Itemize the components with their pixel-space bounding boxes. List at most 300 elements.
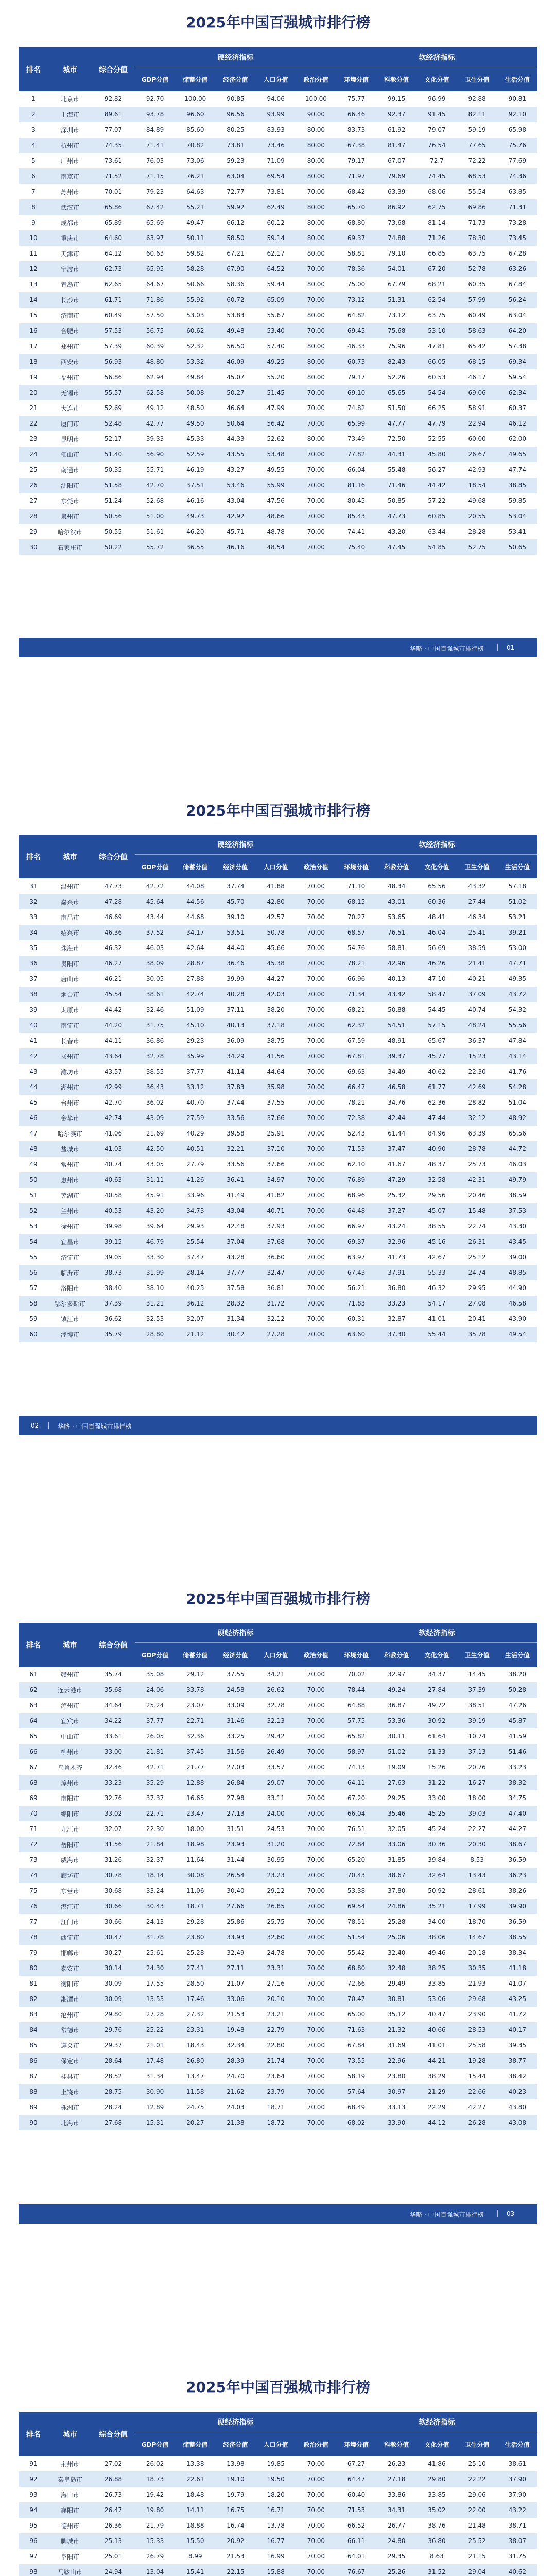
politics-cell: 70.00 — [296, 400, 336, 416]
table-row — [19, 1667, 537, 1682]
environment-cell: 70.02 — [336, 1667, 376, 1682]
culture-cell: 30.36 — [416, 1837, 457, 1852]
environment-cell: 65.82 — [336, 1728, 376, 1744]
rank-cell: 60 — [19, 1327, 48, 1342]
politics-cell: 80.00 — [296, 138, 336, 153]
living-cell: 53.04 — [497, 509, 537, 524]
city-cell: 东营市 — [48, 1883, 92, 1899]
culture-cell: 27.84 — [416, 1682, 457, 1698]
population-cell: 21.74 — [256, 2053, 296, 2069]
environment-cell: 67.38 — [336, 138, 376, 153]
gdp-cell: 31.99 — [135, 1265, 175, 1280]
politics-cell: 70.00 — [296, 2487, 336, 2502]
politics-cell: 80.00 — [296, 153, 336, 168]
city-cell: 柳州市 — [48, 1744, 92, 1759]
culture-cell: 58.47 — [416, 987, 457, 1002]
page-number: 02 — [31, 1422, 39, 1429]
savings-cell: 18.00 — [175, 1821, 215, 1837]
health-cell: 42.31 — [457, 1172, 497, 1188]
savings-cell: 60.62 — [175, 323, 215, 338]
total-cell: 32.46 — [92, 1759, 135, 1775]
savings-cell: 24.75 — [175, 2099, 215, 2115]
city-cell: 大连市 — [48, 400, 92, 416]
politics-cell: 70.00 — [296, 1682, 336, 1698]
rank-cell: 79 — [19, 1945, 48, 1960]
savings-cell: 30.08 — [175, 1868, 215, 1883]
education-cell: 33.13 — [376, 2099, 416, 2115]
health-cell: 26.28 — [457, 2115, 497, 2130]
table-header — [19, 835, 537, 878]
economy-cell: 28.32 — [215, 1296, 255, 1311]
health-cell: 28.61 — [457, 1883, 497, 1899]
environment-cell: 71.10 — [336, 878, 376, 894]
table-row — [19, 1002, 537, 1018]
table-row — [19, 1744, 537, 1759]
environment-cell: 66.04 — [336, 1806, 376, 1821]
culture-cell: 49.72 — [416, 1698, 457, 1713]
rank-cell: 43 — [19, 1064, 48, 1079]
living-cell: 63.85 — [497, 184, 537, 199]
total-cell: 30.27 — [92, 1945, 135, 1960]
politics-cell: 70.00 — [296, 478, 336, 493]
living-cell: 63.04 — [497, 308, 537, 323]
savings-cell: 34.73 — [175, 1203, 215, 1218]
living-cell: 37.90 — [497, 2487, 537, 2502]
health-cell: 77.65 — [457, 138, 497, 153]
table-row — [19, 987, 537, 1002]
gdp-cell: 65.95 — [135, 261, 175, 277]
total-cell: 50.55 — [92, 524, 135, 539]
culture-cell: 44.42 — [416, 478, 457, 493]
living-cell: 53.21 — [497, 909, 537, 925]
rank-cell: 83 — [19, 2007, 48, 2022]
education-cell: 36.80 — [376, 1280, 416, 1296]
rank-cell: 40 — [19, 1018, 48, 1033]
living-cell: 73.28 — [497, 215, 537, 230]
economy-cell: 28.39 — [215, 2053, 255, 2069]
savings-cell: 44.08 — [175, 878, 215, 894]
total-cell: 92.82 — [92, 91, 135, 107]
table-row — [19, 153, 537, 168]
health-cell: 69.86 — [457, 199, 497, 215]
health-cell: 25.10 — [457, 2456, 497, 2471]
population-cell: 42.03 — [256, 987, 296, 1002]
environment-cell: 78.51 — [336, 1914, 376, 1929]
population-cell: 20.10 — [256, 1991, 296, 2007]
header-col: 经济分值 — [215, 1643, 255, 1667]
header-total: 综合分值 — [92, 47, 135, 91]
total-cell: 26.47 — [92, 2502, 135, 2518]
gdp-cell: 64.67 — [135, 277, 175, 292]
living-cell: 38.20 — [497, 1667, 537, 1682]
header-col: 人口分值 — [256, 855, 296, 879]
header-rank: 排名 — [19, 1623, 48, 1667]
education-cell: 47.29 — [376, 1172, 416, 1188]
environment-cell: 85.43 — [336, 509, 376, 524]
culture-cell: 84.96 — [416, 1126, 457, 1141]
savings-cell: 36.55 — [175, 539, 215, 555]
living-cell: 40.17 — [497, 2022, 537, 2038]
population-cell: 37.66 — [256, 1157, 296, 1172]
savings-cell: 32.07 — [175, 1311, 215, 1327]
culture-cell: 91.45 — [416, 107, 457, 122]
population-cell: 38.20 — [256, 1002, 296, 1018]
city-cell: 唐山市 — [48, 971, 92, 987]
table-row — [19, 354, 537, 369]
education-cell: 52.26 — [376, 369, 416, 385]
rank-cell: 14 — [19, 292, 48, 308]
total-cell: 30.66 — [92, 1899, 135, 1914]
politics-cell: 80.00 — [296, 308, 336, 323]
culture-cell: 60.85 — [416, 509, 457, 524]
education-cell: 47.77 — [376, 416, 416, 431]
economy-cell: 50.27 — [215, 385, 255, 400]
health-cell: 21.15 — [457, 2549, 497, 2564]
environment-cell: 52.43 — [336, 1126, 376, 1141]
living-cell: 41.18 — [497, 1960, 537, 1976]
economy-cell: 37.44 — [215, 1095, 255, 1110]
table-row — [19, 292, 537, 308]
city-cell: 上海市 — [48, 107, 92, 122]
rank-cell: 73 — [19, 1852, 48, 1868]
economy-cell: 63.04 — [215, 168, 255, 184]
city-cell: 连云港市 — [48, 1682, 92, 1698]
total-cell: 28.52 — [92, 2069, 135, 2084]
education-cell: 34.49 — [376, 1064, 416, 1079]
education-cell: 48.34 — [376, 878, 416, 894]
header-soft-group: 软经济指标 — [336, 2412, 537, 2432]
page-1 — [0, 0, 556, 773]
rank-cell: 89 — [19, 2099, 48, 2115]
gdp-cell: 21.01 — [135, 2038, 175, 2053]
living-cell: 49.65 — [497, 447, 537, 462]
economy-cell: 27.66 — [215, 1899, 255, 1914]
politics-cell: 70.00 — [296, 1991, 336, 2007]
population-cell: 37.10 — [256, 1141, 296, 1157]
living-cell: 67.84 — [497, 277, 537, 292]
politics-cell: 70.00 — [296, 2502, 336, 2518]
rank-cell: 97 — [19, 2549, 48, 2564]
living-cell: 44.90 — [497, 1280, 537, 1296]
city-cell: 西安市 — [48, 354, 92, 369]
savings-cell: 51.09 — [175, 1002, 215, 1018]
education-cell: 30.97 — [376, 2084, 416, 2099]
health-cell: 38.59 — [457, 940, 497, 956]
table-row — [19, 122, 537, 138]
economy-cell: 24.03 — [215, 2099, 255, 2115]
health-cell: 21.48 — [457, 2518, 497, 2533]
politics-cell: 70.00 — [296, 1064, 336, 1079]
education-cell: 33.23 — [376, 1296, 416, 1311]
gdp-cell: 38.55 — [135, 1064, 175, 1079]
living-cell: 63.26 — [497, 261, 537, 277]
population-cell: 37.66 — [256, 1110, 296, 1126]
gdp-cell: 37.37 — [135, 1790, 175, 1806]
economy-cell: 33.56 — [215, 1157, 255, 1172]
page-footer — [19, 638, 537, 657]
environment-cell: 75.40 — [336, 539, 376, 555]
table-row — [19, 1945, 537, 1960]
population-cell: 23.21 — [256, 2007, 296, 2022]
environment-cell: 64.48 — [336, 1203, 376, 1218]
table-row — [19, 909, 537, 925]
economy-cell: 59.92 — [215, 199, 255, 215]
environment-cell: 67.81 — [336, 1048, 376, 1064]
politics-cell: 70.00 — [296, 2084, 336, 2099]
education-cell: 82.43 — [376, 354, 416, 369]
education-cell: 81.47 — [376, 138, 416, 153]
total-cell: 89.61 — [92, 107, 135, 122]
city-cell: 南京市 — [48, 168, 92, 184]
table-row — [19, 1868, 537, 1883]
population-cell: 22.80 — [256, 2038, 296, 2053]
ranking-table — [19, 1623, 537, 2130]
city-cell: 中山市 — [48, 1728, 92, 1744]
total-cell: 30.14 — [92, 1960, 135, 1976]
savings-cell: 18.43 — [175, 2038, 215, 2053]
environment-cell: 78.44 — [336, 1682, 376, 1698]
education-cell: 22.96 — [376, 2053, 416, 2069]
table-row — [19, 2518, 537, 2533]
table-row — [19, 431, 537, 447]
total-cell: 33.61 — [92, 1728, 135, 1744]
total-cell: 30.68 — [92, 1883, 135, 1899]
savings-cell: 13.47 — [175, 2069, 215, 2084]
living-cell: 36.59 — [497, 1852, 537, 1868]
gdp-cell: 62.94 — [135, 369, 175, 385]
table-header — [19, 1623, 537, 1667]
population-cell: 37.93 — [256, 1218, 296, 1234]
population-cell: 38.75 — [256, 1033, 296, 1048]
gdp-cell: 18.14 — [135, 1868, 175, 1883]
savings-cell: 55.21 — [175, 199, 215, 215]
city-cell: 宁波市 — [48, 261, 92, 277]
gdp-cell: 15.33 — [135, 2533, 175, 2549]
table-row — [19, 1976, 537, 1991]
savings-cell: 8.99 — [175, 2549, 215, 2564]
table-row — [19, 400, 537, 416]
table-row — [19, 2533, 537, 2549]
rank-cell: 31 — [19, 878, 48, 894]
education-cell: 99.15 — [376, 91, 416, 107]
population-cell: 73.46 — [256, 138, 296, 153]
living-cell: 47.84 — [497, 1033, 537, 1048]
rank-cell: 63 — [19, 1698, 48, 1713]
politics-cell: 70.00 — [296, 1790, 336, 1806]
health-cell: 69.06 — [457, 385, 497, 400]
savings-cell: 12.88 — [175, 1775, 215, 1790]
politics-cell: 70.00 — [296, 524, 336, 539]
rank-cell: 88 — [19, 2084, 48, 2099]
savings-cell: 50.08 — [175, 385, 215, 400]
city-cell: 秦皇岛市 — [48, 2471, 92, 2487]
living-cell: 38.34 — [497, 1945, 537, 1960]
culture-cell: 76.54 — [416, 138, 457, 153]
gdp-cell: 33.24 — [135, 1883, 175, 1899]
rank-cell: 93 — [19, 2487, 48, 2502]
education-cell: 37.47 — [376, 1141, 416, 1157]
economy-cell: 67.21 — [215, 246, 255, 261]
savings-cell: 49.84 — [175, 369, 215, 385]
politics-cell: 70.00 — [296, 1976, 336, 1991]
population-cell: 52.62 — [256, 431, 296, 447]
table-row — [19, 416, 537, 431]
health-cell: 13.43 — [457, 1868, 497, 1883]
health-cell: 46.17 — [457, 369, 497, 385]
environment-cell: 68.80 — [336, 1960, 376, 1976]
savings-cell: 37.51 — [175, 478, 215, 493]
culture-cell: 38.25 — [416, 1960, 457, 1976]
table-row — [19, 2487, 537, 2502]
education-cell: 37.80 — [376, 1883, 416, 1899]
health-cell: 72.22 — [457, 153, 497, 168]
total-cell: 33.02 — [92, 1806, 135, 1821]
culture-cell: 67.20 — [416, 261, 457, 277]
population-cell: 47.99 — [256, 400, 296, 416]
economy-cell: 27.13 — [215, 1806, 255, 1821]
header-col: 储蓄分值 — [175, 67, 215, 92]
education-cell: 27.63 — [376, 1775, 416, 1790]
table-row — [19, 1280, 537, 1296]
politics-cell: 70.00 — [296, 2456, 336, 2471]
page-title: 2025年中国百强城市排行榜 — [186, 1590, 370, 1607]
population-cell: 23.23 — [256, 1868, 296, 1883]
gdp-cell: 63.97 — [135, 230, 175, 246]
health-cell: 38.51 — [457, 1698, 497, 1713]
rank-cell: 24 — [19, 447, 48, 462]
culture-cell: 40.90 — [416, 1141, 457, 1157]
gdp-cell: 25.24 — [135, 1698, 175, 1713]
culture-cell: 35.02 — [416, 2502, 457, 2518]
education-cell: 55.48 — [376, 462, 416, 478]
population-cell: 32.60 — [256, 1929, 296, 1945]
savings-cell: 45.10 — [175, 1018, 215, 1033]
environment-cell: 67.27 — [336, 2456, 376, 2471]
living-cell: 43.45 — [497, 1234, 537, 1249]
education-cell: 39.37 — [376, 1048, 416, 1064]
total-cell: 62.65 — [92, 277, 135, 292]
population-cell: 19.85 — [256, 2456, 296, 2471]
savings-cell: 37.47 — [175, 1249, 215, 1265]
table-row — [19, 1759, 537, 1775]
total-cell: 47.73 — [92, 878, 135, 894]
table-row — [19, 1960, 537, 1976]
table-header — [19, 47, 537, 91]
savings-cell: 21.77 — [175, 1759, 215, 1775]
savings-cell: 28.87 — [175, 956, 215, 971]
education-cell: 24.86 — [376, 1899, 416, 1914]
health-cell: 28.78 — [457, 1141, 497, 1157]
economy-cell: 36.41 — [215, 1172, 255, 1188]
education-cell: 86.92 — [376, 199, 416, 215]
population-cell: 41.82 — [256, 1188, 296, 1203]
total-cell: 33.23 — [92, 1775, 135, 1790]
gdp-cell: 51.61 — [135, 524, 175, 539]
economy-cell: 26.54 — [215, 1868, 255, 1883]
city-cell: 绍兴市 — [48, 925, 92, 940]
city-cell: 潍坊市 — [48, 1064, 92, 1079]
population-cell: 37.18 — [256, 1018, 296, 1033]
education-cell: 19.09 — [376, 1759, 416, 1775]
education-cell: 31.85 — [376, 1852, 416, 1868]
header-city: 城市 — [48, 47, 92, 91]
city-cell: 贵阳市 — [48, 956, 92, 971]
table-row — [19, 2549, 537, 2564]
living-cell: 69.34 — [497, 354, 537, 369]
savings-cell: 48.50 — [175, 400, 215, 416]
population-cell: 26.49 — [256, 1744, 296, 1759]
health-cell: 78.30 — [457, 230, 497, 246]
city-cell: 衡阳市 — [48, 1976, 92, 1991]
economy-cell: 96.56 — [215, 107, 255, 122]
health-cell: 20.41 — [457, 1311, 497, 1327]
table-row — [19, 2069, 537, 2084]
population-cell: 83.93 — [256, 122, 296, 138]
table-row — [19, 1157, 537, 1172]
economy-cell: 58.36 — [215, 277, 255, 292]
politics-cell: 70.00 — [296, 971, 336, 987]
health-cell: 36.37 — [457, 1033, 497, 1048]
gdp-cell: 42.70 — [135, 478, 175, 493]
culture-cell: 44.12 — [416, 2115, 457, 2130]
ranking-table — [19, 835, 537, 1342]
health-cell: 26.31 — [457, 1234, 497, 1249]
living-cell: 40.62 — [497, 2564, 537, 2576]
rank-cell: 51 — [19, 1188, 48, 1203]
environment-cell: 76.67 — [336, 2564, 376, 2576]
city-cell: 湘潭市 — [48, 1991, 92, 2007]
city-cell: 温州市 — [48, 878, 92, 894]
culture-cell: 38.29 — [416, 2069, 457, 2084]
city-cell: 台州市 — [48, 1095, 92, 1110]
header-col: 储蓄分值 — [175, 1643, 215, 1667]
environment-cell: 65.99 — [336, 416, 376, 431]
rank-cell: 74 — [19, 1868, 48, 1883]
culture-cell: 45.16 — [416, 1234, 457, 1249]
city-cell: 石家庄市 — [48, 539, 92, 555]
gdp-cell: 49.12 — [135, 400, 175, 416]
health-cell: 52.75 — [457, 539, 497, 555]
politics-cell: 70.00 — [296, 1157, 336, 1172]
living-cell: 37.90 — [497, 2471, 537, 2487]
table-row — [19, 168, 537, 184]
education-cell: 53.36 — [376, 1713, 416, 1728]
rank-cell: 11 — [19, 246, 48, 261]
savings-cell: 18.88 — [175, 2518, 215, 2533]
rank-cell: 33 — [19, 909, 48, 925]
environment-cell: 56.21 — [336, 1280, 376, 1296]
total-cell: 28.75 — [92, 2084, 135, 2099]
politics-cell: 70.00 — [296, 1095, 336, 1110]
population-cell: 42.57 — [256, 909, 296, 925]
table-row — [19, 2099, 537, 2115]
rank-cell: 41 — [19, 1033, 48, 1048]
rank-cell: 1 — [19, 91, 48, 107]
rank-cell: 55 — [19, 1249, 48, 1265]
education-cell: 25.32 — [376, 1188, 416, 1203]
population-cell: 32.78 — [256, 1698, 296, 1713]
savings-cell: 11.06 — [175, 1883, 215, 1899]
population-cell: 27.28 — [256, 1327, 296, 1342]
education-cell: 47.45 — [376, 539, 416, 555]
health-cell: 21.93 — [457, 1976, 497, 1991]
health-cell: 55.54 — [457, 184, 497, 199]
savings-cell: 27.41 — [175, 1960, 215, 1976]
rank-cell: 9 — [19, 215, 48, 230]
health-cell: 18.00 — [457, 1790, 497, 1806]
savings-cell: 22.71 — [175, 1713, 215, 1728]
savings-cell: 28.50 — [175, 1976, 215, 1991]
